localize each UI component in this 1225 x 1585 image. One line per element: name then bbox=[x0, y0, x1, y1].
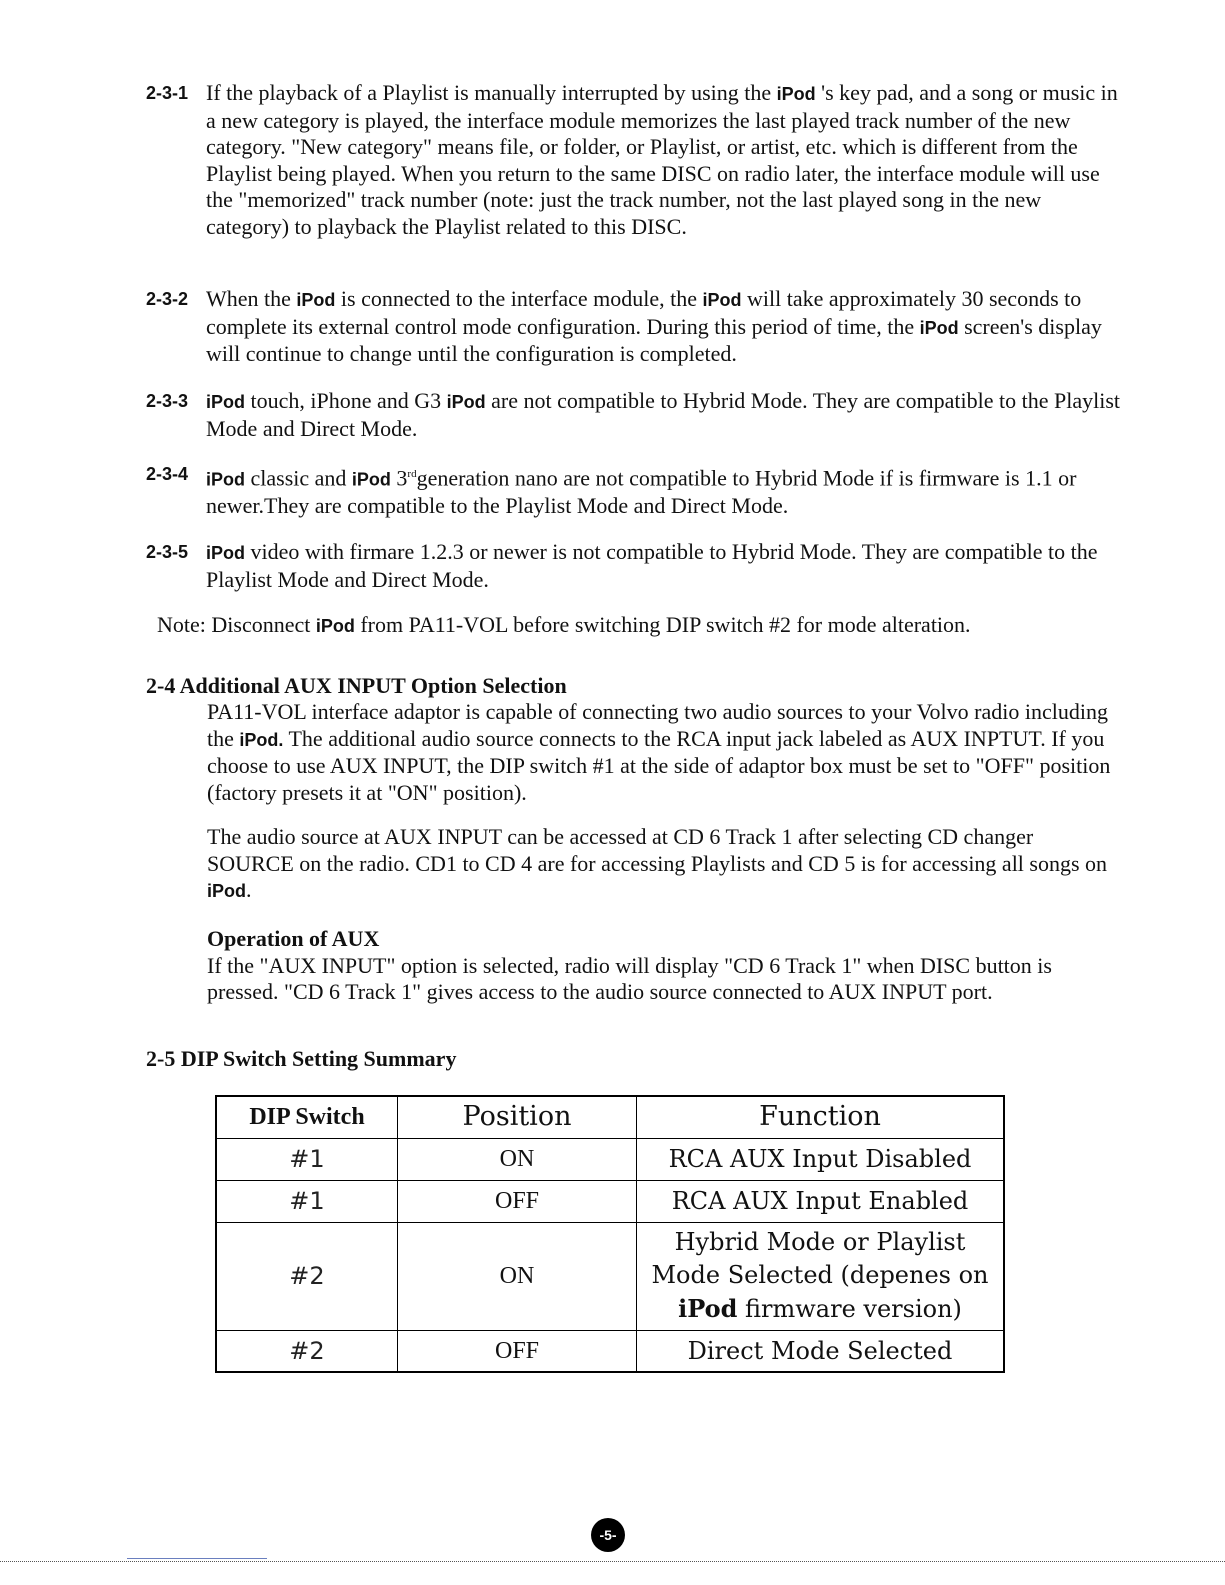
paragraph-aux-1: PA11-VOL interface adaptor is capable of connecting two audio sources to your Volvo radio including the iPod. The additional audio source connects to the RCA input jack labeled as AUX INPTUT. If you choose to use AUX INPUT, the DIP switch #1 at the side of adaptor box must be set to "OFF" position (factory presets it at "ON" position). bbox=[207, 699, 1111, 805]
section-text: When the iPod is connected to the interface module, the iPod will take approximately 30 seconds to complete its external control mode configuration. During this period of time, the iPod screen's display will continue to change until the configuration is completed. bbox=[206, 286, 1102, 366]
table-row bbox=[216, 1180, 1004, 1222]
section-number: 2-3-1 bbox=[146, 83, 189, 103]
section-number: 2-3-4 bbox=[146, 464, 189, 484]
heading-2-4: 2-4 Additional AUX INPUT Option Selection bbox=[146, 673, 567, 698]
cell-function: Hybrid Mode or Playlist Mode Selected (depenes on iPod firmware version) bbox=[637, 1222, 1005, 1330]
header-function: Function bbox=[637, 1096, 1005, 1138]
section-text: iPod touch, iPhone and G3 iPod are not compatible to Hybrid Mode. They are compatible to the Playlist Mode and Direct Mode. bbox=[206, 388, 1121, 441]
dip-switch-table bbox=[215, 1095, 1005, 1373]
section-number: 2-3-2 bbox=[146, 289, 189, 309]
table-header-row bbox=[216, 1096, 1004, 1138]
section-2-3-4 bbox=[146, 461, 1126, 519]
footer-accent-line bbox=[127, 1558, 267, 1559]
cell-function: RCA AUX Input Disabled bbox=[637, 1138, 1005, 1180]
cell-position: OFF bbox=[398, 1330, 637, 1372]
paragraph-operation-aux: Operation of AUX If the "AUX INPUT" option is selected, radio will display "CD 6 Track 1" when DISC button is pressed. "CD 6 Track 1" gives access to the audio source connected to AUX INPUT port. bbox=[207, 926, 1112, 1006]
section-text: If the playback of a Playlist is manually interrupted by using the iPod 's key pad, and a song or music in a new category is played, the interface module memorizes the last played track number of the new category. "New category" means file, or folder, or Playlist, or artist, etc. which is different from the Playlist being played. When you return to the same DISC on radio later, the interface module will use the "memorized" track number (note: just the track number, not the last played song in the new category) to playback the Playlist related to this DISC. bbox=[206, 80, 1118, 239]
cell-switch: #2 bbox=[216, 1330, 398, 1372]
cell-position: ON bbox=[398, 1138, 637, 1180]
section-2-3-2 bbox=[146, 286, 1126, 368]
section-2-3-5 bbox=[146, 539, 1126, 593]
paragraph-aux-2: The audio source at AUX INPUT can be accessed at CD 6 Track 1 after selecting CD changer SOURCE on the radio. CD1 to CD 4 are for accessing Playlists and CD 5 is for accessing all songs on iPod. bbox=[207, 824, 1108, 902]
section-text: iPod classic and iPod 3rdgeneration nano are not compatible to Hybrid Mode if is firmware is 1.1 or newer.They are compatible to the Playlist Mode and Direct Mode. bbox=[206, 465, 1077, 518]
section-2-3-1 bbox=[146, 80, 1126, 240]
cell-function: RCA AUX Input Enabled bbox=[637, 1180, 1005, 1222]
page-number: -5- bbox=[591, 1518, 625, 1552]
note: Note: Disconnect iPod from PA11-VOL before switching DIP switch #2 for mode alteration. bbox=[157, 612, 971, 637]
cell-position: ON bbox=[398, 1222, 637, 1330]
section-text: iPod video with firmare 1.2.3 or newer is not compatible to Hybrid Mode. They are compatible to the Playlist Mode and Direct Mode. bbox=[206, 539, 1098, 592]
table-row bbox=[216, 1222, 1004, 1330]
header-dip-switch: DIP Switch bbox=[216, 1096, 398, 1138]
cell-position: OFF bbox=[398, 1180, 637, 1222]
cell-function: Direct Mode Selected bbox=[637, 1330, 1005, 1372]
footer-divider bbox=[0, 1561, 1225, 1562]
section-number: 2-3-5 bbox=[146, 542, 189, 562]
table-row bbox=[216, 1138, 1004, 1180]
cell-switch: #1 bbox=[216, 1138, 398, 1180]
section-2-3-3 bbox=[146, 388, 1126, 442]
table-row bbox=[216, 1330, 1004, 1372]
heading-2-5: 2-5 DIP Switch Setting Summary bbox=[146, 1046, 457, 1071]
section-number: 2-3-3 bbox=[146, 391, 189, 411]
header-position: Position bbox=[398, 1096, 637, 1138]
subheading-operation-aux: Operation of AUX bbox=[207, 926, 380, 951]
cell-switch: #1 bbox=[216, 1180, 398, 1222]
cell-switch: #2 bbox=[216, 1222, 398, 1330]
